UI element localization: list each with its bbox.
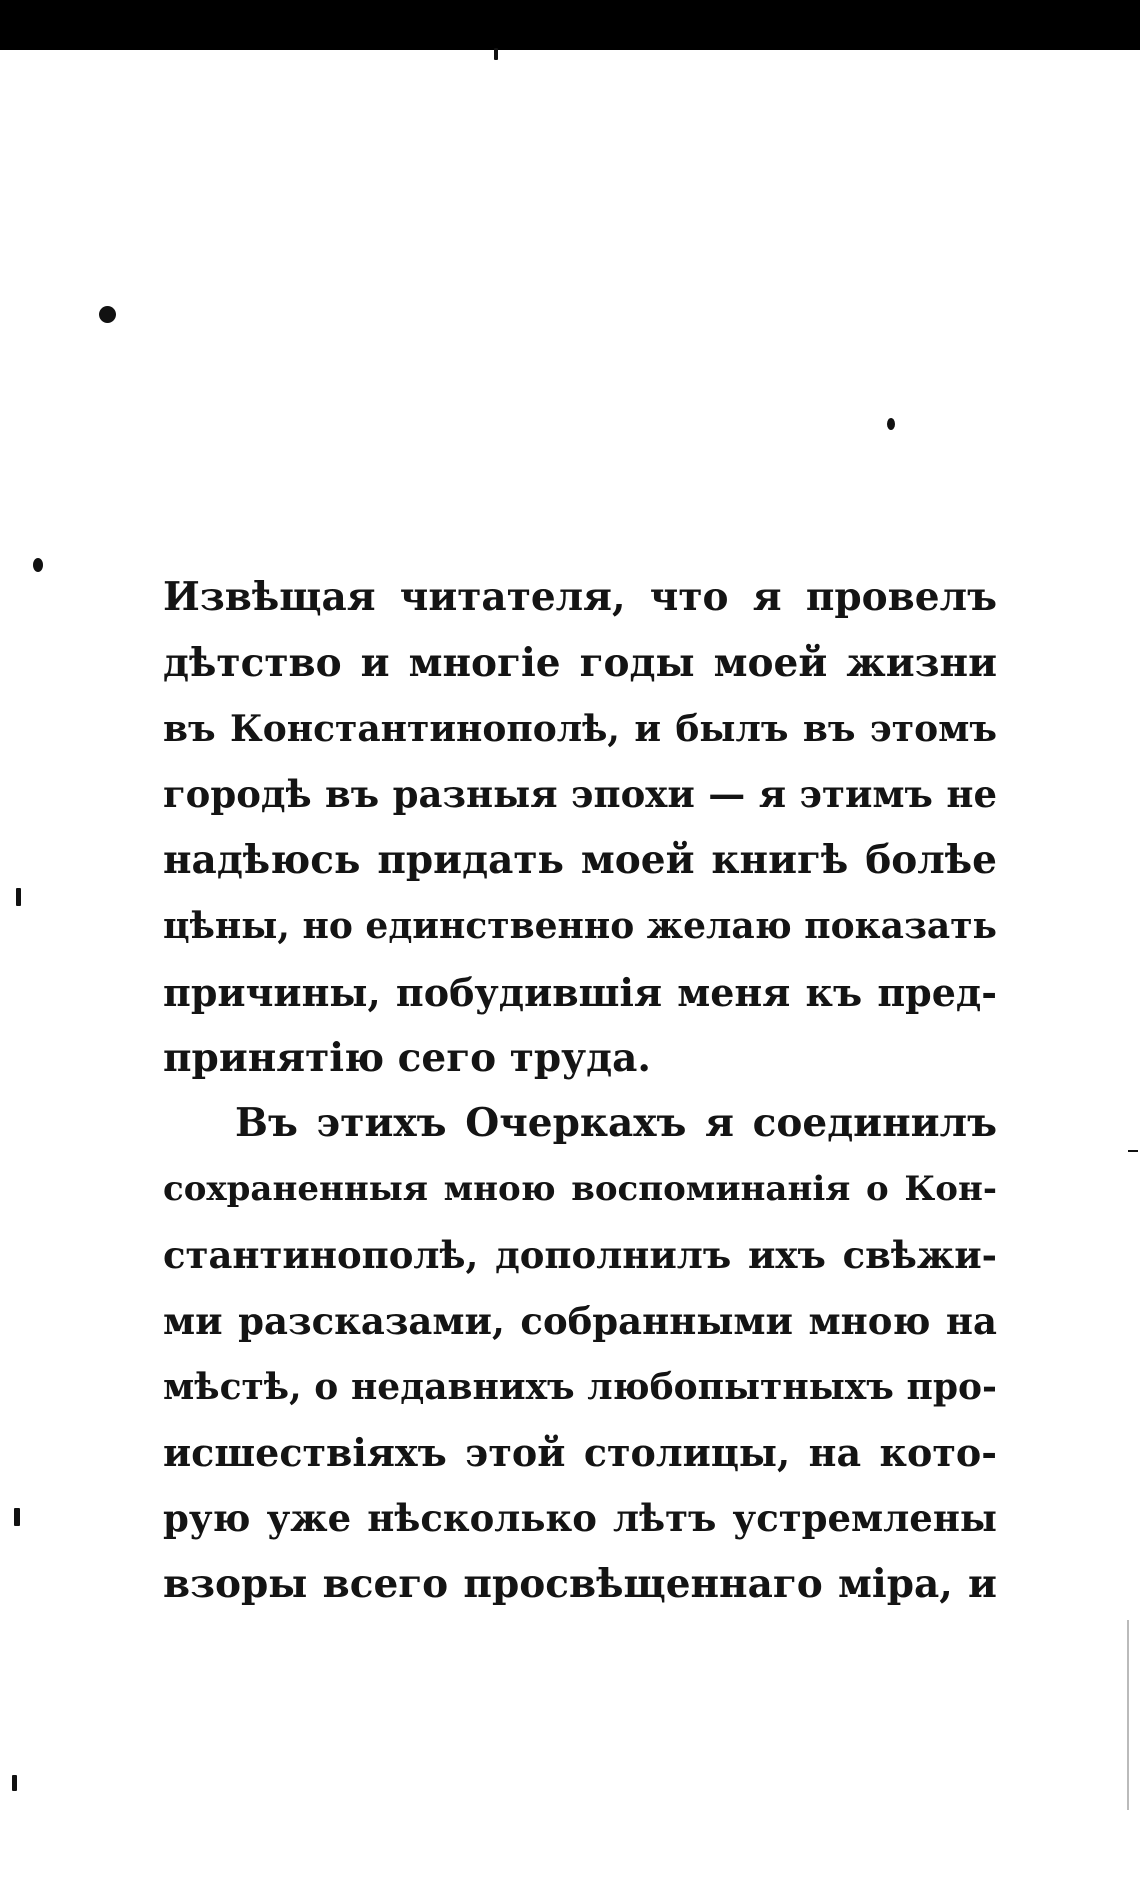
text-line: надѣюсь придать моей книгѣ болѣе xyxy=(163,837,997,884)
ink-speck xyxy=(887,418,895,430)
text-line: взоры всего просвѣщеннаго міра, и xyxy=(163,1560,997,1607)
ink-speck xyxy=(14,1508,20,1526)
scan-top-border xyxy=(0,0,1140,50)
ink-speck xyxy=(1127,1620,1129,1810)
text-line: Въ этихъ Очеркахъ я соединилъ xyxy=(235,1100,997,1147)
text-line: въ Константинополѣ, и былъ въ этомъ xyxy=(163,707,997,750)
ink-speck xyxy=(1128,1150,1138,1152)
page-text xyxy=(163,565,997,1618)
text-line: городѣ въ разныя эпохи — я этимъ не xyxy=(163,772,997,817)
text-line: стантинополѣ, дополнилъ ихъ свѣжи- xyxy=(163,1232,997,1277)
text-line: исшествіяхъ этой столицы, на кото- xyxy=(163,1430,997,1476)
text-line: причины, побудившія меня къ пред- xyxy=(163,969,997,1015)
ink-speck xyxy=(12,1775,17,1791)
paragraph-1 xyxy=(163,565,997,1091)
text-line: дѣтство и многіе годы моей жизни xyxy=(163,639,997,686)
ink-speck xyxy=(16,888,21,906)
text-line: принятію сего труда. xyxy=(163,1034,651,1081)
text-line: Извѣщая читателя, что я провелъ xyxy=(163,574,997,620)
text-line: мѣстѣ, о недавнихъ любопытныхъ про- xyxy=(163,1365,997,1408)
paragraph-2 xyxy=(163,1091,997,1617)
ink-speck xyxy=(494,48,498,60)
ink-speck xyxy=(99,306,116,323)
text-line: цѣны, но единственно желаю показать xyxy=(163,904,997,947)
text-line: рую уже нѣсколько лѣтъ устремлены xyxy=(163,1496,997,1541)
text-line: ми разсказами, собранными мною на xyxy=(163,1298,997,1343)
ink-speck xyxy=(33,558,43,572)
text-line: сохраненныя мною воспоминанія о Кон- xyxy=(163,1169,997,1210)
